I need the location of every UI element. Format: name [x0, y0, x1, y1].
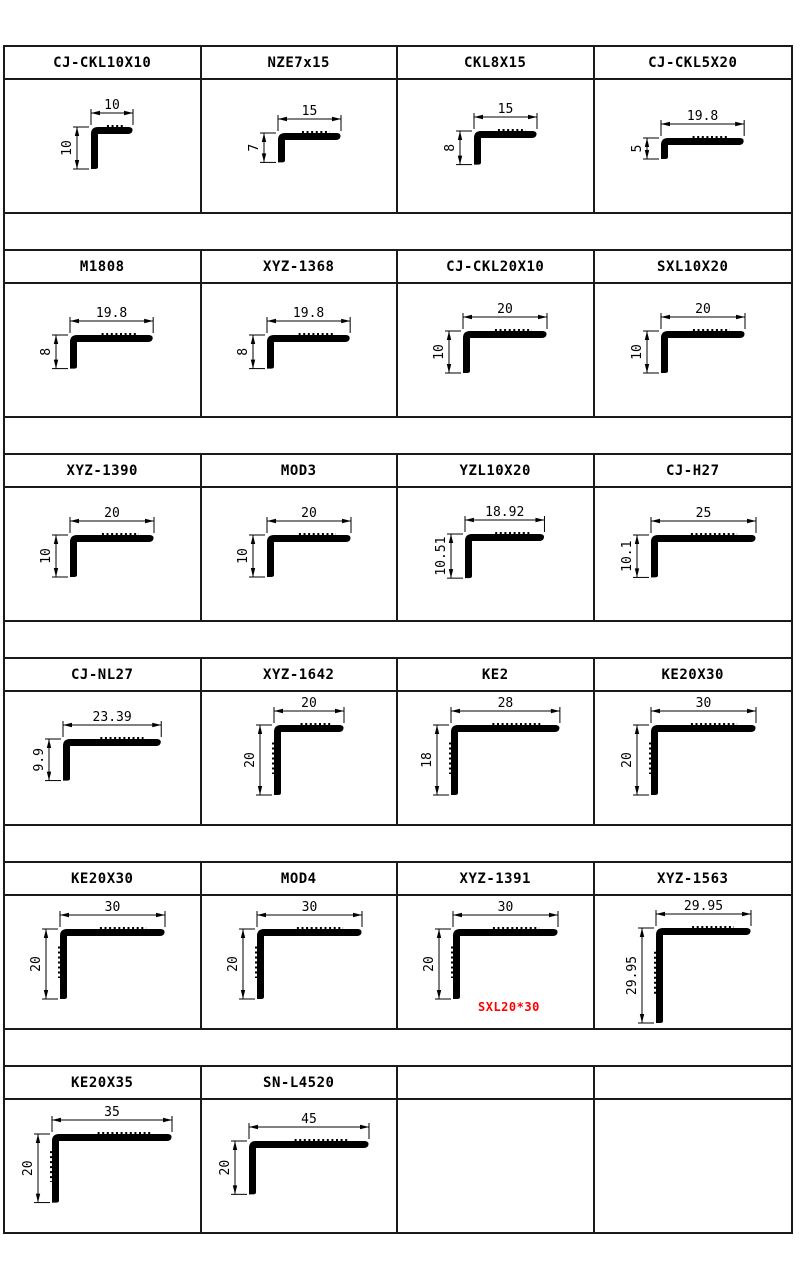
profile-drawing-cell [595, 284, 792, 416]
arrowhead-left [257, 913, 266, 917]
width-dimension [60, 900, 165, 927]
arrowhead-down [645, 364, 649, 373]
height-dim-label: 10.1 [619, 540, 635, 572]
height-dim-label: 10 [629, 344, 645, 360]
profile-drawing-cell [5, 1100, 202, 1232]
width-dim-label: 30 [695, 696, 712, 711]
arrowhead-down [54, 568, 58, 577]
profile-drawing [598, 81, 788, 211]
width-dimension [267, 306, 350, 333]
profile-shape [267, 335, 350, 369]
arrowhead-up [233, 1141, 237, 1150]
width-dim-label: 15 [301, 104, 318, 119]
profile-shape [453, 929, 558, 999]
arrowhead-left [651, 709, 660, 713]
arrowhead-left [60, 913, 69, 917]
height-dimension [247, 133, 276, 162]
product-code-header: XYZ-1368 [202, 251, 399, 284]
profile-shape [257, 929, 362, 999]
width-dimension [274, 696, 344, 723]
arrowhead-down [251, 568, 255, 577]
arrowhead-right [536, 518, 545, 522]
drawing-row [5, 896, 791, 1028]
height-dim-label: 5 [629, 144, 645, 153]
separator-row [5, 1028, 791, 1067]
arrowhead-left [278, 117, 287, 121]
product-code-header: KE2 [398, 659, 595, 692]
profile-drawing-cell [5, 284, 202, 416]
arrowhead-right [747, 519, 756, 523]
profile-catalog-table [3, 45, 793, 1234]
arrowhead-left [70, 319, 79, 323]
arrowhead-down [635, 786, 639, 795]
arrowhead-right [360, 1125, 369, 1129]
arrowhead-down [640, 1014, 644, 1023]
profile-drawing [7, 1101, 197, 1231]
width-dim-label: 20 [694, 302, 711, 317]
width-dim-label: 20 [300, 696, 317, 711]
separator-row [5, 824, 791, 863]
separator-row [5, 416, 791, 455]
arrowhead-left [451, 709, 460, 713]
width-dim-label: 30 [104, 900, 121, 915]
height-dimension [218, 1141, 247, 1194]
width-dim-label: 19.8 [96, 306, 128, 321]
profile-shape [70, 335, 153, 369]
profile-drawing-cell [202, 1100, 399, 1232]
arrowhead-left [63, 723, 72, 727]
profile-shape [274, 725, 344, 795]
profile-drawing-cell [5, 896, 202, 1028]
profile-drawing [400, 285, 590, 415]
drawing-row [5, 692, 791, 824]
profile-shape [474, 131, 537, 165]
height-dim-label: 20 [619, 752, 635, 768]
product-code-header: CJ-NL27 [5, 659, 202, 692]
width-dimension [52, 1105, 172, 1132]
width-dimension [91, 98, 133, 125]
arrowhead-right [353, 913, 362, 917]
product-code-header: YZL10X20 [398, 455, 595, 488]
width-dim-label: 30 [497, 900, 514, 915]
profile-drawing-cell [595, 896, 792, 1028]
product-code-header: XYZ-1563 [595, 863, 792, 896]
arrowhead-up [447, 331, 451, 340]
profile-drawing-cell [5, 692, 202, 824]
width-dim-label: 15 [497, 102, 514, 117]
arrowhead-left [70, 519, 79, 523]
width-dimension [651, 506, 756, 533]
width-dim-label: 10 [104, 98, 121, 113]
width-dimension [257, 900, 362, 927]
height-dimension [236, 535, 265, 577]
width-dimension [70, 506, 154, 533]
arrowhead-left [661, 315, 670, 319]
width-dimension [651, 696, 756, 723]
profile-drawing-cell [202, 284, 399, 416]
arrowhead-up [36, 1134, 40, 1143]
profile-shape [451, 725, 559, 795]
profile-drawing [7, 693, 197, 823]
arrowhead-right [342, 519, 351, 523]
arrowhead-down [262, 153, 266, 162]
height-dim-label: 20 [217, 1159, 233, 1176]
height-dim-label: 20 [21, 1160, 37, 1177]
arrowhead-up [635, 725, 639, 734]
empty-drawing-cell [398, 1100, 595, 1232]
separator-row [5, 212, 791, 251]
empty-header-cell [398, 1067, 595, 1100]
width-dimension [267, 506, 351, 533]
arrowhead-left [453, 913, 462, 917]
product-code-header: NZE7x15 [202, 47, 399, 80]
profile-drawing-cell [398, 284, 595, 416]
width-dimension [465, 505, 544, 532]
width-dimension [661, 109, 744, 136]
profile-drawing [204, 897, 394, 1027]
arrowhead-left [656, 912, 665, 916]
arrowhead-down [54, 360, 58, 369]
height-dim-label: 20 [422, 956, 438, 972]
arrowhead-left [274, 709, 283, 713]
arrowhead-up [258, 725, 262, 734]
profile-drawing-cell [202, 896, 399, 1028]
height-dimension [243, 725, 272, 795]
arrowhead-left [52, 1118, 61, 1122]
profile-drawing-cell [398, 488, 595, 620]
profile-drawing [204, 489, 394, 619]
product-code-header: MOD3 [202, 455, 399, 488]
profile-drawing-cell [398, 80, 595, 212]
height-dim-label: 20 [242, 752, 258, 768]
height-dimension [432, 331, 461, 373]
arrowhead-left [249, 1125, 258, 1129]
arrowhead-left [91, 111, 100, 115]
product-code-header: CJ-H27 [595, 455, 792, 488]
height-dimension [420, 725, 449, 795]
arrowhead-right [538, 315, 547, 319]
height-dimension [236, 335, 265, 369]
arrowhead-up [640, 928, 644, 937]
arrowhead-up [262, 133, 266, 142]
arrowhead-right [742, 912, 751, 916]
height-dim-label: 29.95 [624, 955, 640, 996]
width-dimension [278, 104, 341, 131]
height-dim-label: 8 [443, 143, 459, 152]
header-row [5, 659, 791, 692]
width-dimension [463, 302, 547, 329]
profile-shape [465, 534, 544, 578]
width-dim-label: 20 [300, 506, 317, 521]
profile-shape [60, 929, 165, 999]
height-dim-label: 20 [225, 956, 241, 972]
arrowhead-down [458, 156, 462, 165]
product-code-header: CJ-CKL20X10 [398, 251, 595, 284]
width-dim-label: 20 [104, 506, 121, 521]
width-dim-label: 35 [104, 1105, 121, 1120]
width-dim-label: 23.39 [92, 710, 132, 725]
profile-drawing-cell [595, 692, 792, 824]
height-dim-label: 10 [235, 548, 251, 564]
arrowhead-down [44, 990, 48, 999]
header-row [5, 251, 791, 284]
profile-drawing-cell [595, 488, 792, 620]
profile-shape [661, 331, 745, 373]
product-code-header: KE20X30 [595, 659, 792, 692]
arrowhead-left [267, 519, 276, 523]
drawing-row [5, 1100, 791, 1232]
product-code-header: M1808 [5, 251, 202, 284]
arrowhead-up [75, 127, 79, 136]
width-dim-label: 19.8 [686, 109, 718, 124]
profile-drawing [400, 81, 590, 211]
profile-drawing [400, 693, 590, 823]
arrowhead-down [437, 990, 441, 999]
profile-shape [52, 1134, 172, 1203]
arrowhead-up [645, 331, 649, 340]
width-dim-label: 28 [497, 696, 514, 711]
arrowhead-left [267, 319, 276, 323]
height-dimension [620, 535, 649, 577]
arrowhead-down [241, 990, 245, 999]
arrowhead-up [44, 929, 48, 938]
arrowhead-up [251, 335, 255, 344]
arrowhead-down [251, 360, 255, 369]
arrowhead-down [75, 160, 79, 169]
profile-drawing-cell [398, 692, 595, 824]
arrowhead-down [635, 568, 639, 577]
profile-shape [63, 739, 161, 781]
arrowhead-right [549, 913, 558, 917]
width-dim-label: 19.8 [292, 306, 324, 321]
profile-drawing [400, 489, 590, 619]
arrowhead-up [458, 131, 462, 140]
profile-shape [656, 928, 751, 1023]
height-dim-label: 7 [246, 143, 262, 152]
height-dimension [226, 929, 255, 999]
height-dimension [39, 535, 68, 577]
width-dimension [474, 102, 537, 129]
profile-drawing-cell [202, 692, 399, 824]
width-dim-label: 20 [497, 302, 514, 317]
product-code-header: KE20X30 [5, 863, 202, 896]
profile-shape [661, 138, 744, 159]
profile-drawing [7, 81, 197, 211]
arrowhead-left [463, 315, 472, 319]
arrowhead-up [437, 929, 441, 938]
product-code-header: XYZ-1642 [202, 659, 399, 692]
height-dimension [443, 131, 472, 165]
header-row [5, 863, 791, 896]
product-code-header: KE20X35 [5, 1067, 202, 1100]
drawing-row [5, 488, 791, 620]
height-dimension [39, 335, 68, 369]
arrowhead-down [233, 1185, 237, 1194]
height-dim-label: 9.9 [32, 748, 48, 772]
arrowhead-down [645, 150, 649, 159]
product-code-header: SXL10X20 [595, 251, 792, 284]
width-dim-label: 30 [301, 900, 318, 915]
profile-drawing [204, 81, 394, 211]
height-dimension [29, 929, 58, 999]
height-dimension [422, 929, 451, 999]
product-code-header: CKL8X15 [398, 47, 595, 80]
arrowhead-right [551, 709, 560, 713]
height-dim-label: 20 [29, 956, 45, 972]
arrowhead-right [528, 115, 537, 119]
drawing-row [5, 80, 791, 212]
header-row [5, 1067, 791, 1100]
profile-drawing-cell [202, 488, 399, 620]
width-dim-label: 25 [695, 506, 712, 521]
arrowhead-left [651, 519, 660, 523]
arrowhead-right [735, 122, 744, 126]
arrowhead-down [47, 772, 51, 781]
product-code-header: CJ-CKL5X20 [595, 47, 792, 80]
arrowhead-right [144, 319, 153, 323]
arrowhead-down [449, 569, 453, 578]
header-row [5, 455, 791, 488]
arrowhead-right [124, 111, 133, 115]
profile-shape [278, 133, 341, 162]
product-code-header: XYZ-1390 [5, 455, 202, 488]
arrowhead-right [145, 519, 154, 523]
drawing-row [5, 284, 791, 416]
arrowhead-left [661, 122, 670, 126]
arrowhead-down [447, 364, 451, 373]
profile-shape [91, 127, 133, 169]
arrowhead-right [747, 709, 756, 713]
arrowhead-up [54, 335, 58, 344]
arrowhead-left [474, 115, 483, 119]
profile-shape [70, 535, 154, 577]
height-dimension [60, 127, 89, 169]
profile-drawing [598, 693, 788, 823]
profile-drawing [7, 489, 197, 619]
height-dim-label: 10 [432, 344, 448, 360]
height-dim-label: 10 [60, 140, 76, 156]
profile-drawing [204, 285, 394, 415]
profile-shape [651, 535, 756, 577]
width-dimension [451, 696, 560, 723]
arrowhead-right [332, 117, 341, 121]
arrowhead-up [54, 535, 58, 544]
empty-drawing-cell [595, 1100, 792, 1232]
height-dimension [625, 928, 654, 1023]
profile-drawing [7, 285, 197, 415]
height-dimension [620, 725, 649, 795]
arrowhead-down [435, 786, 439, 795]
arrowhead-right [163, 1118, 172, 1122]
arrowhead-up [435, 725, 439, 734]
profile-drawing [204, 1101, 394, 1231]
arrowhead-right [341, 319, 350, 323]
profile-drawing-cell [5, 80, 202, 212]
height-dimension [21, 1134, 50, 1203]
empty-header-cell [595, 1067, 792, 1100]
profile-drawing-cell [398, 896, 595, 1028]
height-dim-label: 10 [39, 548, 55, 564]
arrowhead-down [36, 1194, 40, 1203]
arrowhead-right [335, 709, 344, 713]
width-dimension [63, 710, 161, 737]
profile-shape [463, 331, 547, 373]
height-dim-label: 18 [420, 752, 436, 768]
product-code-header: CJ-CKL10X10 [5, 47, 202, 80]
height-dimension [434, 534, 463, 578]
width-dimension [70, 306, 153, 333]
height-dim-label: 8 [235, 347, 251, 356]
width-dimension [249, 1112, 369, 1139]
profile-note: SXL20*30 [478, 1000, 540, 1014]
arrowhead-up [47, 739, 51, 748]
product-code-header: XYZ-1391 [398, 863, 595, 896]
profile-shape [651, 725, 756, 795]
width-dimension [661, 302, 745, 329]
product-code-header: MOD4 [202, 863, 399, 896]
separator-row [5, 620, 791, 659]
profile-shape [267, 535, 351, 577]
profile-drawing [7, 897, 197, 1027]
arrowhead-up [241, 929, 245, 938]
width-dimension [453, 900, 558, 927]
profile-drawing [598, 489, 788, 619]
arrowhead-down [258, 786, 262, 795]
profile-drawing-cell [5, 488, 202, 620]
profile-drawing [204, 693, 394, 823]
arrowhead-up [645, 138, 649, 147]
arrowhead-right [152, 723, 161, 727]
arrowhead-right [156, 913, 165, 917]
profile-drawing [598, 897, 788, 1027]
profile-drawing-cell [595, 80, 792, 212]
arrowhead-right [736, 315, 745, 319]
width-dim-label: 18.92 [485, 505, 525, 520]
arrowhead-up [449, 534, 453, 543]
arrowhead-left [465, 518, 474, 522]
height-dimension [630, 138, 659, 159]
product-code-header: SN-L4520 [202, 1067, 399, 1100]
height-dim-label: 8 [39, 347, 55, 356]
width-dim-label: 29.95 [683, 899, 723, 914]
height-dimension [32, 739, 61, 781]
profile-drawing [598, 285, 788, 415]
header-row [5, 47, 791, 80]
profile-drawing-cell [202, 80, 399, 212]
arrowhead-up [251, 535, 255, 544]
width-dimension [656, 899, 751, 926]
width-dim-label: 45 [300, 1112, 317, 1127]
profile-shape [249, 1141, 369, 1194]
arrowhead-up [635, 535, 639, 544]
height-dimension [630, 331, 659, 373]
height-dim-label: 10.51 [434, 536, 450, 576]
